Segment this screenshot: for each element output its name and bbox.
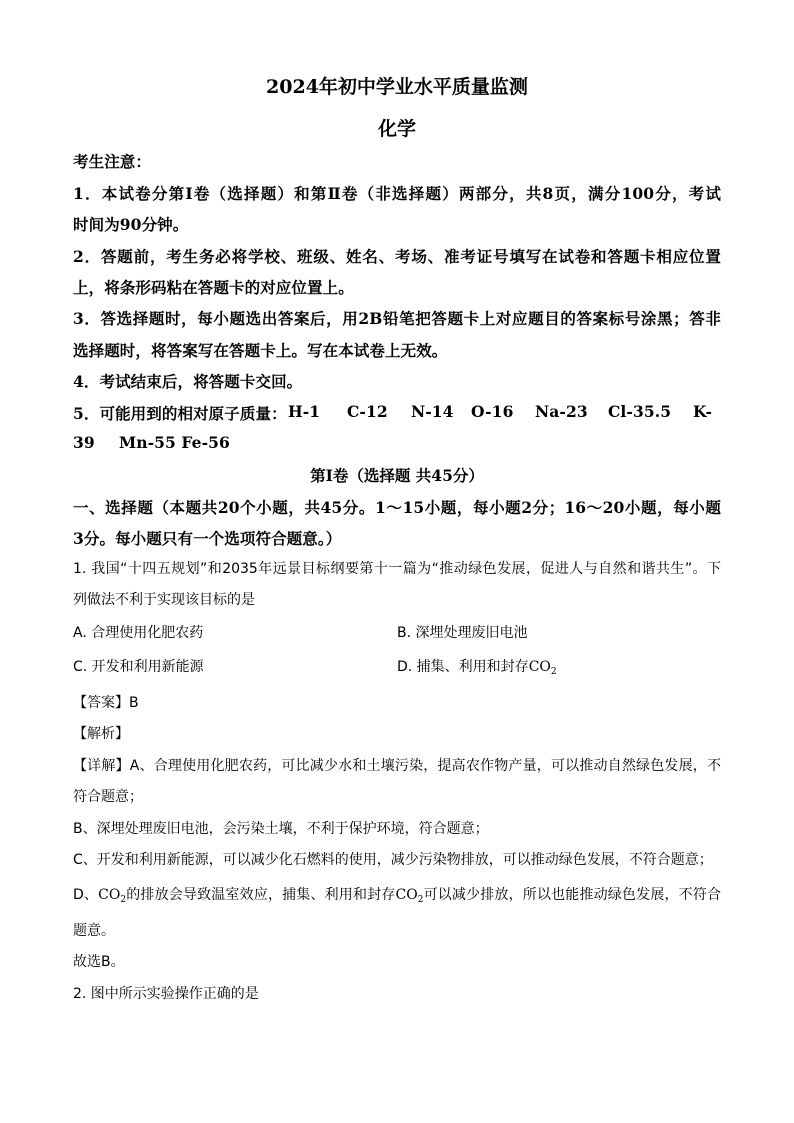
notice-item-3-line-2: 选择题时，将答案写在答题卡上。写在本试卷上无效。: [73, 341, 448, 360]
subject-title: 化学: [377, 118, 416, 140]
section1-line-2: 3分。每小题只有一个选项符合题意。）: [73, 529, 342, 548]
q1-detail-c: C、开发和利用新能源，可以减少化石燃料的使用，减少污染物排放，可以推动绿色发展，不符合题意；: [73, 852, 713, 868]
q1-detail-b: B、深埋处理废旧电池，会污染土壤，不利于保护环境，符合题意；: [73, 821, 489, 837]
notice-item-3-line-1: 3．答选择题时，每小题选出答案后，用2B铅笔把答题卡上对应题目的答案标号涂黑；答非: [73, 309, 721, 328]
q1-analysis-label: 【解析】: [73, 726, 129, 742]
q1-detail-d-line-1: D、$CO_2$的排放会导致温室效应，捕集、利用和封存$CO_2$可以减少排放，所以也能推动绿色发展，不符合: [73, 887, 722, 905]
q1-option-b: B. 深埋处理废旧电池: [397, 625, 528, 641]
q1-stem-line-2: 列做法不利于实现该目标的是: [73, 592, 255, 608]
q2-stem: 2. 图中所示实验操作正确的是: [73, 986, 259, 1002]
notice-heading: 考生注意：: [73, 152, 152, 171]
q1-detail-line-1: 【详解】A、合理使用化肥农药，可比减少水和土壤污染，提高农作物产量，可以推动自然绿色发展，不: [73, 758, 721, 774]
answer-label: 【答案】: [73, 695, 129, 711]
co2-formula: $CO_2$: [98, 887, 127, 905]
mass-k: K-: [693, 402, 712, 421]
q1-conclusion: 故选B。: [73, 954, 125, 970]
q1-option-c: C. 开发和利用新能源: [73, 659, 204, 675]
q1-option-d: [397, 656, 557, 676]
q1-option-d-formula: $CO_2$: [528, 659, 557, 677]
q1-detail-line-2: 符合题意；: [73, 789, 143, 805]
notice-item-1-line-1: 1．本试卷分第Ⅰ卷（选择题）和第Ⅱ卷（非选择题）两部分，共8页，满分100分，考试: [73, 184, 721, 203]
notice-item-5-line-1: [73, 402, 721, 422]
mass-h: H-1: [288, 402, 321, 421]
part1-heading: 第Ⅰ卷（选择题 共45分）: [310, 466, 484, 485]
notice-item-2-line-1: 2．答题前，考生务必将学校、班级、姓名、考场、准考证号填写在试卷和答题卡相应位置: [73, 247, 721, 266]
q1-option-a: A. 合理使用化肥农药: [73, 625, 204, 641]
q1-detail-d-line-2: 题意。: [73, 923, 115, 939]
q1-answer: [73, 692, 721, 712]
notice-item-5-line-2: [73, 433, 721, 453]
section1-line-1: 一、选择题（本题共20个小题，共45分。1～15小题，每小题2分；16～20小题，每小题: [73, 498, 721, 517]
mass-n: N-14: [411, 402, 454, 421]
notice-item-2-line-2: 上，将条形码粘在答题卡的对应位置上。: [73, 278, 354, 297]
notice-item-4: 4．考试结束后，将答题卡交回。: [73, 372, 303, 391]
notice-item-5-prefix: 5．可能用到的相对原子质量：: [73, 404, 287, 423]
q1-option-d-text: D. 捕集、利用和封存: [397, 659, 529, 675]
mass-mn-fe: Mn-55 Fe-56: [119, 433, 230, 452]
mass-o: O-16: [471, 402, 514, 421]
q1-stem-line-1: 1. 我国“十四五规划”和2035年远景目标纲要第十一篇为“推动绿色发展，促进人与自然和谐共生”。下: [73, 561, 721, 577]
mass-cl: Cl-35.5: [608, 402, 672, 421]
mass-k-value: 39: [73, 433, 95, 452]
mass-c: C-12: [347, 402, 388, 421]
exam-title: 2024年初中学业水平质量监测: [266, 76, 528, 98]
mass-na: Na-23: [535, 402, 588, 421]
notice-item-1-line-2: 时间为90分钟。: [73, 215, 189, 234]
co2-formula: $CO_2$: [395, 887, 424, 905]
answer-value: B: [129, 695, 139, 711]
